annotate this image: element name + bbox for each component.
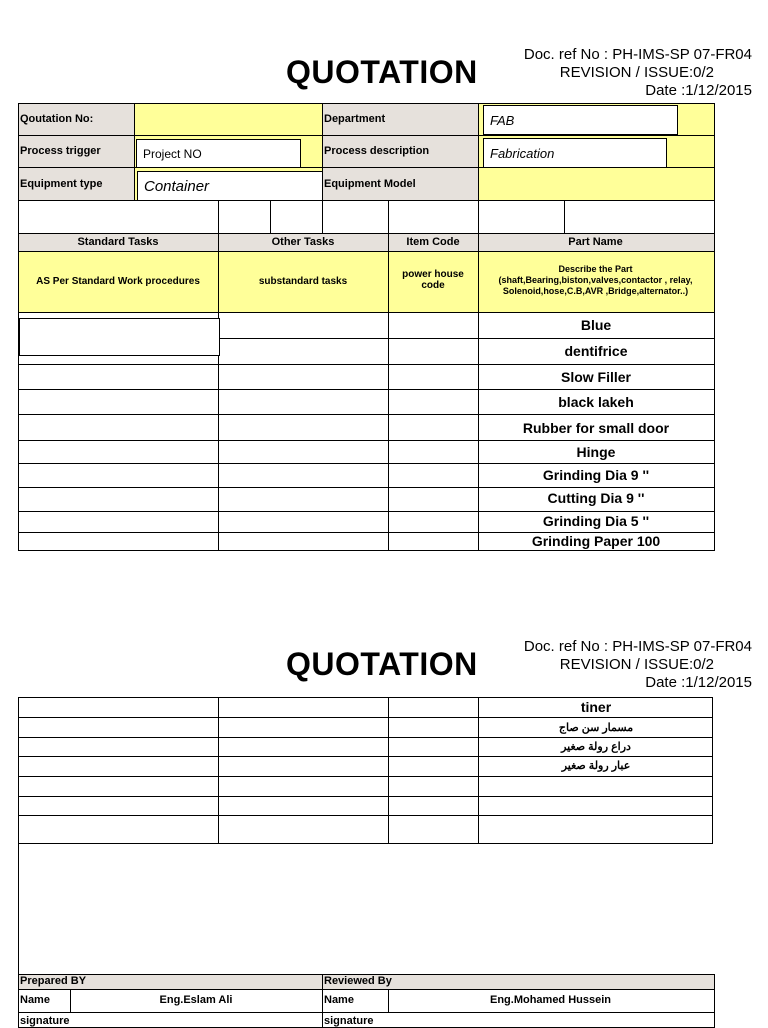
part-name: Blue bbox=[580, 317, 612, 333]
revision: REVISION / ISSUE:0/2 bbox=[559, 64, 714, 81]
part-name: tiner bbox=[580, 699, 612, 715]
prepared-by-label: Prepared BY bbox=[20, 975, 87, 987]
row-line bbox=[18, 776, 713, 777]
revision: REVISION / ISSUE:0/2 bbox=[559, 656, 714, 673]
divider bbox=[478, 200, 479, 233]
quotation-no-field[interactable] bbox=[134, 103, 324, 137]
equipment-model-field[interactable] bbox=[478, 167, 715, 202]
department-field[interactable]: FAB bbox=[483, 105, 678, 135]
process-description-field[interactable]: Fabrication bbox=[483, 138, 667, 168]
part-name: مسمار سن صاج bbox=[558, 722, 634, 734]
divider bbox=[218, 200, 219, 233]
column-header-other-tasks: Other Tasks bbox=[271, 236, 335, 248]
divider bbox=[270, 200, 271, 233]
row-line bbox=[18, 737, 713, 738]
part-name: Grinding Dia 5 '' bbox=[542, 513, 650, 529]
column-header-item-code: Item Code bbox=[406, 236, 460, 248]
part-name: dentifrice bbox=[564, 343, 628, 359]
equipment-type-field[interactable]: Container bbox=[137, 171, 327, 202]
part-name: Cutting Dia 9 '' bbox=[547, 490, 645, 506]
subheader-part-name-line1: Describe the Part bbox=[558, 264, 633, 274]
row-line bbox=[18, 364, 714, 365]
row-line bbox=[18, 463, 714, 464]
row-line bbox=[18, 440, 714, 441]
equipment-model-label: Equipment Model bbox=[324, 178, 416, 190]
subheader-other: substandard tasks bbox=[258, 276, 348, 287]
part-name: دراع رولة صغير bbox=[561, 741, 631, 753]
reviewed-signature-row[interactable] bbox=[322, 1012, 715, 1028]
reviewed-name-label: Name bbox=[324, 994, 354, 1006]
row-line bbox=[18, 487, 714, 488]
divider bbox=[218, 697, 219, 844]
equipment-type-label: Equipment type bbox=[20, 178, 103, 190]
subheader-part-name bbox=[478, 264, 713, 297]
blank-row bbox=[18, 200, 715, 235]
department-label: Department bbox=[324, 113, 386, 125]
reviewed-by-label: Reviewed By bbox=[324, 975, 392, 987]
divider bbox=[388, 200, 389, 233]
divider bbox=[388, 251, 389, 311]
column-header-part-name: Part Name bbox=[568, 236, 623, 248]
row-line bbox=[18, 717, 713, 718]
reviewed-name-value: Eng.Mohamed Hussein bbox=[489, 994, 612, 1006]
part-name: عبار رولة صغير bbox=[561, 760, 631, 772]
quotation-no-label: Qoutation No: bbox=[20, 113, 94, 125]
row-line bbox=[18, 414, 714, 415]
subheader-part-name-line2: (shaft,Bearing,biston,valves,contactor , relay, bbox=[498, 275, 693, 285]
row-line bbox=[18, 511, 714, 512]
process-trigger-field[interactable]: Project NO bbox=[136, 139, 301, 169]
prepared-name-label: Name bbox=[20, 994, 50, 1006]
doc-ref: Doc. ref No : PH-IMS-SP 07-FR04 bbox=[523, 638, 752, 655]
process-description-label: Process description bbox=[324, 145, 430, 157]
prepared-name-value: Eng.Eslam Ali bbox=[159, 994, 233, 1006]
row-line bbox=[18, 796, 713, 797]
doc-ref-block bbox=[470, 46, 752, 100]
column-header-standard-tasks: Standard Tasks bbox=[77, 236, 159, 248]
page-title: QUOTATION bbox=[286, 54, 478, 90]
part-name: Grinding Dia 9 '' bbox=[542, 467, 650, 483]
row-line bbox=[18, 389, 714, 390]
part-name: Hinge bbox=[576, 444, 616, 460]
divider bbox=[18, 844, 19, 974]
subheader-standard: AS Per Standard Work procedures bbox=[36, 276, 200, 287]
prepared-signature-label: signature bbox=[20, 1015, 70, 1027]
doc-date: Date :1/12/2015 bbox=[645, 674, 752, 691]
process-trigger-label: Process trigger bbox=[20, 145, 101, 157]
divider bbox=[388, 311, 389, 550]
selected-cell[interactable] bbox=[19, 318, 220, 356]
part-name: black lakeh bbox=[558, 394, 634, 410]
part-name: Grinding Paper 100 bbox=[531, 533, 661, 549]
row-line bbox=[18, 756, 713, 757]
row-line bbox=[18, 815, 713, 816]
doc-date: Date :1/12/2015 bbox=[645, 82, 752, 99]
doc-ref: Doc. ref No : PH-IMS-SP 07-FR04 bbox=[523, 46, 752, 63]
subheader-item-code: power house code bbox=[402, 269, 464, 291]
reviewed-signature-label: signature bbox=[324, 1015, 374, 1027]
part-name: Slow Filler bbox=[560, 369, 631, 385]
divider bbox=[388, 697, 389, 844]
page2-title: QUOTATION bbox=[286, 646, 478, 682]
page2-doc-ref-block bbox=[470, 638, 752, 692]
subheader-part-name-line3: Solenoid,hose,C.B,AVR ,Bridge,alternator..) bbox=[502, 286, 689, 296]
divider bbox=[322, 200, 323, 233]
divider bbox=[564, 200, 565, 233]
part-name: Rubber for small door bbox=[522, 420, 670, 436]
